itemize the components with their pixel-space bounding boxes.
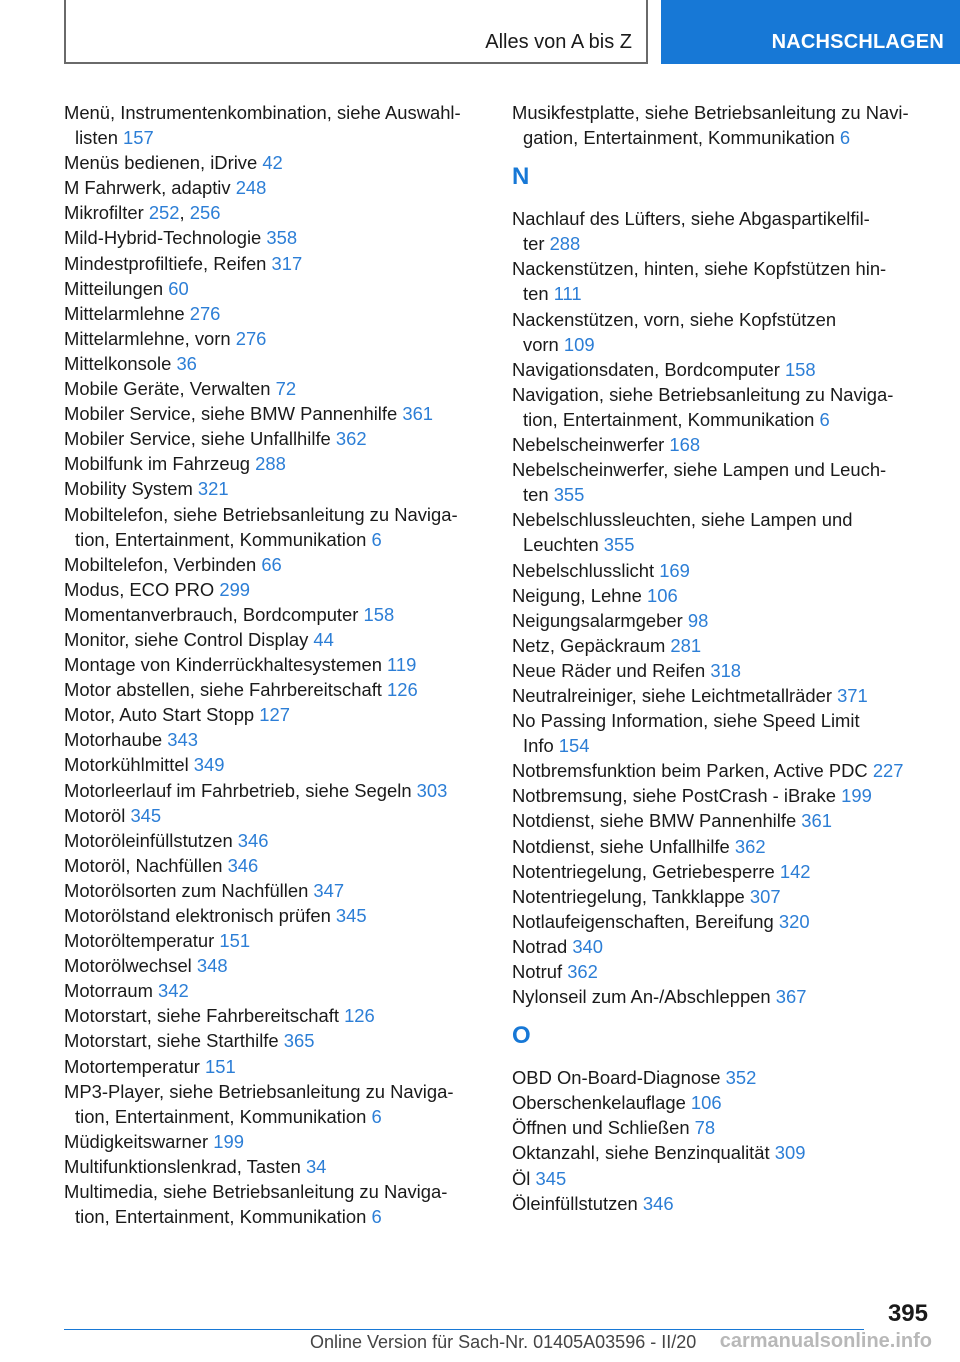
index-entry-term: Notdienst, siehe BMW Pannenhilfe: [512, 810, 802, 832]
index-entry-term: Nackenstützen, vorn, siehe Kopfstützen vorn: [512, 308, 837, 355]
index-entry: [64, 853, 484, 878]
index-entry-term: Momentanverbrauch, Bordcomputer: [64, 603, 364, 625]
page-reference-link[interactable]: 66: [261, 553, 282, 575]
page-reference-link[interactable]: 126: [344, 1005, 375, 1027]
page-reference-link[interactable]: 142: [779, 860, 811, 882]
index-entry: [64, 376, 484, 401]
index-entry: [64, 903, 484, 928]
index-entry-term: OBD On-Board-Diagnose: [512, 1067, 726, 1089]
page-reference-link[interactable]: 6: [371, 528, 382, 550]
index-entry-term: Mobility System: [64, 478, 198, 500]
index-entry: [64, 778, 484, 803]
index-entry-term: Nebelscheinwerfer, siehe Lampen und Leuch- ten: [512, 459, 887, 506]
page-reference-link[interactable]: 154: [558, 735, 590, 757]
index-entry-term: Motor, Auto Start Stopp: [64, 704, 260, 726]
index-entry-term: Motorölwechsel: [64, 955, 197, 977]
page-reference-link[interactable]: 151: [219, 930, 251, 952]
index-entry: [512, 683, 932, 708]
index-entry: [64, 502, 484, 552]
page-reference-link[interactable]: 345: [335, 905, 367, 926]
page-reference-link[interactable]: 6: [819, 408, 830, 430]
index-entry-term: Mobiltelefon, siehe Betriebsanleitung zu Naviga- tion, Entertainment, Kommunikation: [64, 503, 458, 550]
index-entry-term: Motorleerlauf im Fahrbetrieb, siehe Segeln: [64, 779, 417, 801]
index-entry-term: Motortemperatur: [64, 1055, 206, 1077]
index-entry: [512, 808, 932, 833]
page-reference-link[interactable]: 367: [775, 986, 807, 1008]
page-reference-link[interactable]: 365: [283, 1030, 315, 1052]
page-reference-link[interactable]: 340: [572, 935, 603, 957]
index-entry: [64, 401, 484, 426]
index-entry-term: Mild-Hybrid-Technologie: [64, 227, 267, 249]
page-reference-link[interactable]: 42: [262, 152, 283, 174]
page-reference-link[interactable]: 307: [749, 885, 781, 907]
page-reference-link[interactable]: 371: [837, 684, 868, 706]
index-entry-term: Mindestprofiltiefe, Reifen: [64, 252, 272, 274]
page-reference-link[interactable]: 288: [549, 233, 581, 255]
index-entry-term: Motorstart, siehe Fahrbereitschaft: [64, 1005, 345, 1027]
page-reference-link[interactable]: 119: [387, 654, 417, 676]
page-reference-link[interactable]: 6: [839, 127, 851, 149]
index-entry: [64, 878, 484, 903]
index-entry-term: Notentriegelung, Tankklappe: [512, 885, 750, 907]
index-entry: [64, 602, 484, 627]
index-entry: [64, 1179, 484, 1229]
index-entry: [64, 326, 484, 351]
index-entry-term: MP3-Player, siehe Betriebsanleitung zu Naviga- tion, Entertainment, Kommunikation: [64, 1080, 454, 1127]
index-entry-term: Notruf: [512, 961, 568, 982]
index-entry: [64, 251, 484, 276]
page-reference-link[interactable]: 288: [255, 453, 286, 475]
index-entry-term: Mittelarmlehne: [64, 302, 190, 324]
index-entry-term: Mobiltelefon, Verbinden: [64, 553, 262, 575]
index-entry: [512, 658, 932, 683]
index-entry: [512, 432, 932, 457]
index-entry: [64, 828, 484, 853]
index-entry-term: Mittelarmlehne, vorn: [64, 327, 236, 349]
page-reference-link[interactable]: 34: [305, 1155, 327, 1177]
chapter-tab: [661, 0, 960, 64]
index-entry: [512, 1065, 932, 1090]
index-entry: [512, 1191, 932, 1216]
index-entry: [512, 206, 932, 256]
index-entry: [512, 884, 932, 909]
index-entry-term: Neue Räder und Reifen: [512, 659, 711, 681]
index-entry-term: M Fahrwerk, adaptiv: [64, 177, 236, 199]
index-entry: [64, 928, 484, 953]
index-entry-term: Nylonseil zum An-/Abschleppen: [512, 986, 776, 1008]
index-entry: [512, 984, 932, 1009]
index-entry-term: Modus, ECO PRO: [64, 578, 220, 600]
index-entry-term: Notlaufeigenschaften, Bereifung: [512, 910, 779, 932]
page-reference-link[interactable]: 361: [402, 403, 434, 425]
index-entry: [64, 426, 484, 451]
index-column-right: [512, 100, 932, 1216]
index-entry-term: Oberschenkelauflage: [512, 1092, 691, 1114]
index-entry-term: Notbremsung, siehe PostCrash - iBrake: [512, 785, 842, 807]
index-entry-term: Mittelkonsole: [64, 352, 177, 374]
index-entry: [512, 1140, 932, 1165]
index-entry-term: Multimedia, siehe Betriebsanleitung zu Naviga- tion, Entertainment, Kommunikation: [64, 1181, 448, 1228]
index-entry-term: Motorraum: [64, 980, 159, 1002]
index-entry-term: Motor abstellen, siehe Fahrbereitschaft: [64, 679, 388, 701]
page-reference-link[interactable]: 347: [313, 879, 345, 901]
page-reference-link[interactable]: 98: [687, 609, 709, 631]
index-entry: [64, 1028, 484, 1053]
index-entry: [64, 1079, 484, 1129]
index-entry-term: Motorölsorten zum Nachfüllen: [64, 879, 314, 901]
index-entry-term: Motoröltemperatur: [64, 930, 220, 952]
index-entry-term: Navigation, siehe Betriebsanleitung zu Naviga- tion, Entertainment, Kommunikation: [512, 383, 894, 430]
index-entry-term: Mobiler Service, siehe Unfallhilfe: [64, 428, 336, 450]
page-reference-link[interactable]: 44: [313, 628, 334, 650]
page-reference-link[interactable]: 345: [535, 1167, 567, 1189]
page-reference-link[interactable]: 361: [801, 810, 832, 832]
page-reference-link[interactable]: 169: [659, 559, 690, 581]
page-reference-link[interactable]: 343: [167, 729, 198, 751]
index-entry: [512, 1115, 932, 1140]
chapter-tab-label: NACHSCHLAGEN: [771, 31, 944, 53]
index-entry: [512, 100, 932, 150]
index-entry: [64, 451, 484, 476]
header-section-box: [64, 0, 648, 64]
index-entry: [64, 627, 484, 652]
index-entry: [64, 1129, 484, 1154]
index-entry-term: Notbremsfunktion beim Parken, Active PDC: [512, 760, 873, 782]
index-entry-term: Motorkühlmittel: [64, 754, 194, 776]
index-entry-term: Notentriegelung, Getriebesperre: [512, 860, 780, 882]
index-entry: [512, 934, 932, 959]
page-reference-link[interactable]: 109: [563, 333, 595, 355]
index-entry: [512, 307, 932, 357]
index-entry-term: Nebelschlussleuchten, siehe Lampen und Leuchten: [512, 509, 853, 556]
index-entry-term: Öffnen und Schließen: [512, 1117, 695, 1139]
index-entry-term: Musikfestplatte, siehe Betriebsanleitung zu Navi- gation, Entertainment, Kommunikation: [512, 102, 909, 149]
page-reference-link[interactable]: 303: [416, 779, 448, 801]
index-entry: [64, 978, 484, 1003]
page-reference-link[interactable]: 342: [158, 980, 189, 1002]
page-reference-link[interactable]: 106: [646, 584, 678, 606]
index-entry-term: Motorhaube: [64, 729, 168, 751]
index-entry-term: Mikrofilter: [64, 202, 149, 224]
index-entry: [512, 859, 932, 884]
page-reference-link[interactable]: 151: [205, 1055, 236, 1077]
page-reference-link[interactable]: 111: [553, 283, 582, 305]
index-entry: [64, 276, 484, 301]
page-reference-link[interactable]: 348: [196, 955, 228, 977]
index-entry-term: Mitteilungen: [64, 277, 169, 299]
index-entry-term: Motoröl: [64, 804, 131, 826]
index-entry: [64, 225, 484, 250]
index-entry: [64, 702, 484, 727]
index-entry-term: Neigungsalarmgeber: [512, 609, 688, 631]
index-entry: [512, 909, 932, 934]
index-entry: Mikrofilter 252, 256: [64, 202, 221, 224]
page-reference-link[interactable]: 60: [168, 277, 189, 299]
page-reference-link[interactable]: 281: [670, 634, 702, 656]
index-entry-term: Notdienst, siehe Unfallhilfe: [512, 835, 735, 857]
page-reference-link[interactable]: 362: [567, 961, 598, 982]
index-entry-term: Nebelschlusslicht: [512, 559, 660, 581]
index-entry: [512, 708, 932, 758]
index-entry-term: Notrad: [512, 935, 573, 957]
page-reference-link[interactable]: 252: [148, 202, 180, 224]
index-entry: [64, 476, 484, 501]
index-entry: [512, 608, 932, 633]
index-entry-term: Menü, Instrumentenkombination, siehe Auswahl- listen: [64, 102, 461, 149]
index-entry: [64, 150, 484, 175]
index-entry-term: Neigung, Lehne: [512, 584, 647, 606]
index-entry: [64, 953, 484, 978]
index-entry: [64, 552, 484, 577]
index-entry-term: Neutralreiniger, siehe Leichtmetallräder: [512, 684, 838, 706]
page-reference-link[interactable]: 345: [130, 804, 162, 826]
index-entry-term: Motoröleinfüllstutzen: [64, 829, 238, 851]
page-reference-link[interactable]: 106: [690, 1092, 722, 1114]
watermark: carmanualsonline.info: [719, 1330, 932, 1352]
index-entry: [64, 1003, 484, 1028]
index-column-left: [64, 100, 484, 1229]
index-entry-term: Nackenstützen, hinten, siehe Kopfstützen hin- ten: [512, 258, 887, 305]
page-reference-link[interactable]: 158: [363, 603, 395, 625]
page-reference-link[interactable]: 362: [734, 835, 766, 857]
index-entry-term: Montage von Kinderrückhaltesystemen: [64, 654, 388, 676]
index-entry-term: Mobiler Service, siehe BMW Pannenhilfe: [64, 403, 403, 425]
index-entry: [64, 1054, 484, 1079]
index-entry-term: Motorölstand elektronisch prüfen: [64, 905, 336, 926]
page-reference-link[interactable]: 168: [669, 434, 701, 456]
page-reference-link[interactable]: 199: [841, 785, 872, 807]
page-number: 395: [887, 1300, 928, 1327]
page-reference-link[interactable]: 36: [176, 352, 197, 374]
index-entry: [512, 834, 932, 859]
online-version-note: Online Version für Sach-Nr. 01405A03596 - II/20: [310, 1332, 697, 1352]
index-entry-term: Öleinfüllstutzen: [512, 1192, 643, 1214]
section-title: Alles von A bis Z: [485, 31, 632, 53]
index-entry: [64, 1154, 484, 1179]
index-entry-term: Monitor, siehe Control Display: [64, 628, 314, 650]
page-reference-link[interactable]: 317: [271, 252, 303, 274]
page-reference-link[interactable]: 248: [235, 177, 267, 199]
index-entry: [512, 558, 932, 583]
page-reference-link[interactable]: 318: [710, 659, 742, 681]
index-entry: [64, 100, 484, 150]
page-reference-link[interactable]: 158: [784, 358, 816, 380]
index-entry-term: Motorstart, siehe Starthilfe: [64, 1030, 284, 1052]
index-entry-term: Nachlauf des Lüfters, siehe Abgaspartikelfil- ter: [512, 208, 870, 255]
index-entry-term: Oktanzahl, siehe Benzinqualität: [512, 1142, 775, 1164]
index-entry: [512, 583, 932, 608]
page-reference-link[interactable]: 346: [237, 829, 269, 851]
index-entry: [64, 727, 484, 752]
index-letter-heading: O: [512, 1022, 531, 1050]
page-reference-link[interactable]: 355: [603, 534, 635, 556]
page-reference-link[interactable]: 299: [219, 578, 251, 600]
page-reference-link[interactable]: 127: [259, 704, 290, 726]
index-entry-term: Netz, Gepäckraum: [512, 634, 671, 656]
index-entry: [64, 652, 484, 677]
index-entry: [512, 382, 932, 432]
page-reference-link[interactable]: 6: [371, 1105, 382, 1127]
page-reference-link[interactable]: 6: [371, 1206, 382, 1228]
page-reference-link[interactable]: 227: [872, 760, 904, 782]
page-reference-link[interactable]: 256: [189, 202, 221, 224]
index-entry: [512, 1166, 932, 1191]
index-entry: [512, 959, 932, 984]
index-entry: [512, 457, 932, 507]
index-entry: [512, 1090, 932, 1115]
page-reference-link[interactable]: 276: [235, 327, 267, 349]
page-reference-link[interactable]: 321: [197, 478, 229, 500]
page-reference-link[interactable]: 78: [694, 1117, 716, 1139]
page-reference-link[interactable]: 199: [213, 1130, 244, 1152]
page-reference-link[interactable]: 346: [642, 1192, 674, 1214]
page-reference-link[interactable]: 309: [774, 1142, 806, 1164]
index-entry-term: Nebelscheinwerfer: [512, 434, 670, 456]
page-reference-link[interactable]: 276: [189, 302, 221, 324]
index-entry: [512, 357, 932, 382]
index-entry-term: Mobilfunk im Fahrzeug: [64, 453, 256, 475]
page-reference-link[interactable]: 349: [193, 754, 225, 776]
page-reference-link[interactable]: 352: [725, 1067, 757, 1089]
index-entry: [512, 783, 932, 808]
index-entry-term: Mobile Geräte, Verwalten: [64, 378, 276, 400]
index-entry-term: No Passing Information, siehe Speed Limit Info: [512, 710, 860, 757]
index-entry: [64, 175, 484, 200]
index-entry-term: Navigationsdaten, Bordcomputer: [512, 358, 785, 380]
index-entry-term: Müdigkeitswarner: [64, 1130, 214, 1152]
page-reference-link[interactable]: 362: [335, 428, 367, 450]
index-entry: [64, 301, 484, 326]
index-entry-term: Menüs bedienen, iDrive: [64, 152, 263, 174]
page-reference-link[interactable]: 358: [266, 227, 298, 249]
page-reference-link[interactable]: 157: [123, 127, 154, 149]
index-entry-term: Motoröl, Nachfüllen: [64, 854, 228, 876]
index-entry: [64, 577, 484, 602]
index-entry-term: Multifunktionslenkrad, Tasten: [64, 1155, 306, 1177]
page-reference-link[interactable]: 320: [778, 910, 810, 932]
page-reference-link[interactable]: 346: [227, 854, 259, 876]
page-reference-link[interactable]: 72: [275, 378, 297, 400]
index-entry-term: Öl: [512, 1167, 536, 1189]
index-entry: [512, 633, 932, 658]
index-letter-heading: N: [512, 163, 530, 191]
index-entry: [512, 507, 932, 557]
index-entry: [512, 256, 932, 306]
index-entry: [64, 752, 484, 777]
index-entry: [64, 803, 484, 828]
index-entry: [512, 758, 932, 783]
page-reference-link[interactable]: 126: [387, 679, 418, 701]
index-entry: [64, 677, 484, 702]
page-reference-link[interactable]: 355: [553, 484, 585, 506]
index-entry: [64, 351, 484, 376]
